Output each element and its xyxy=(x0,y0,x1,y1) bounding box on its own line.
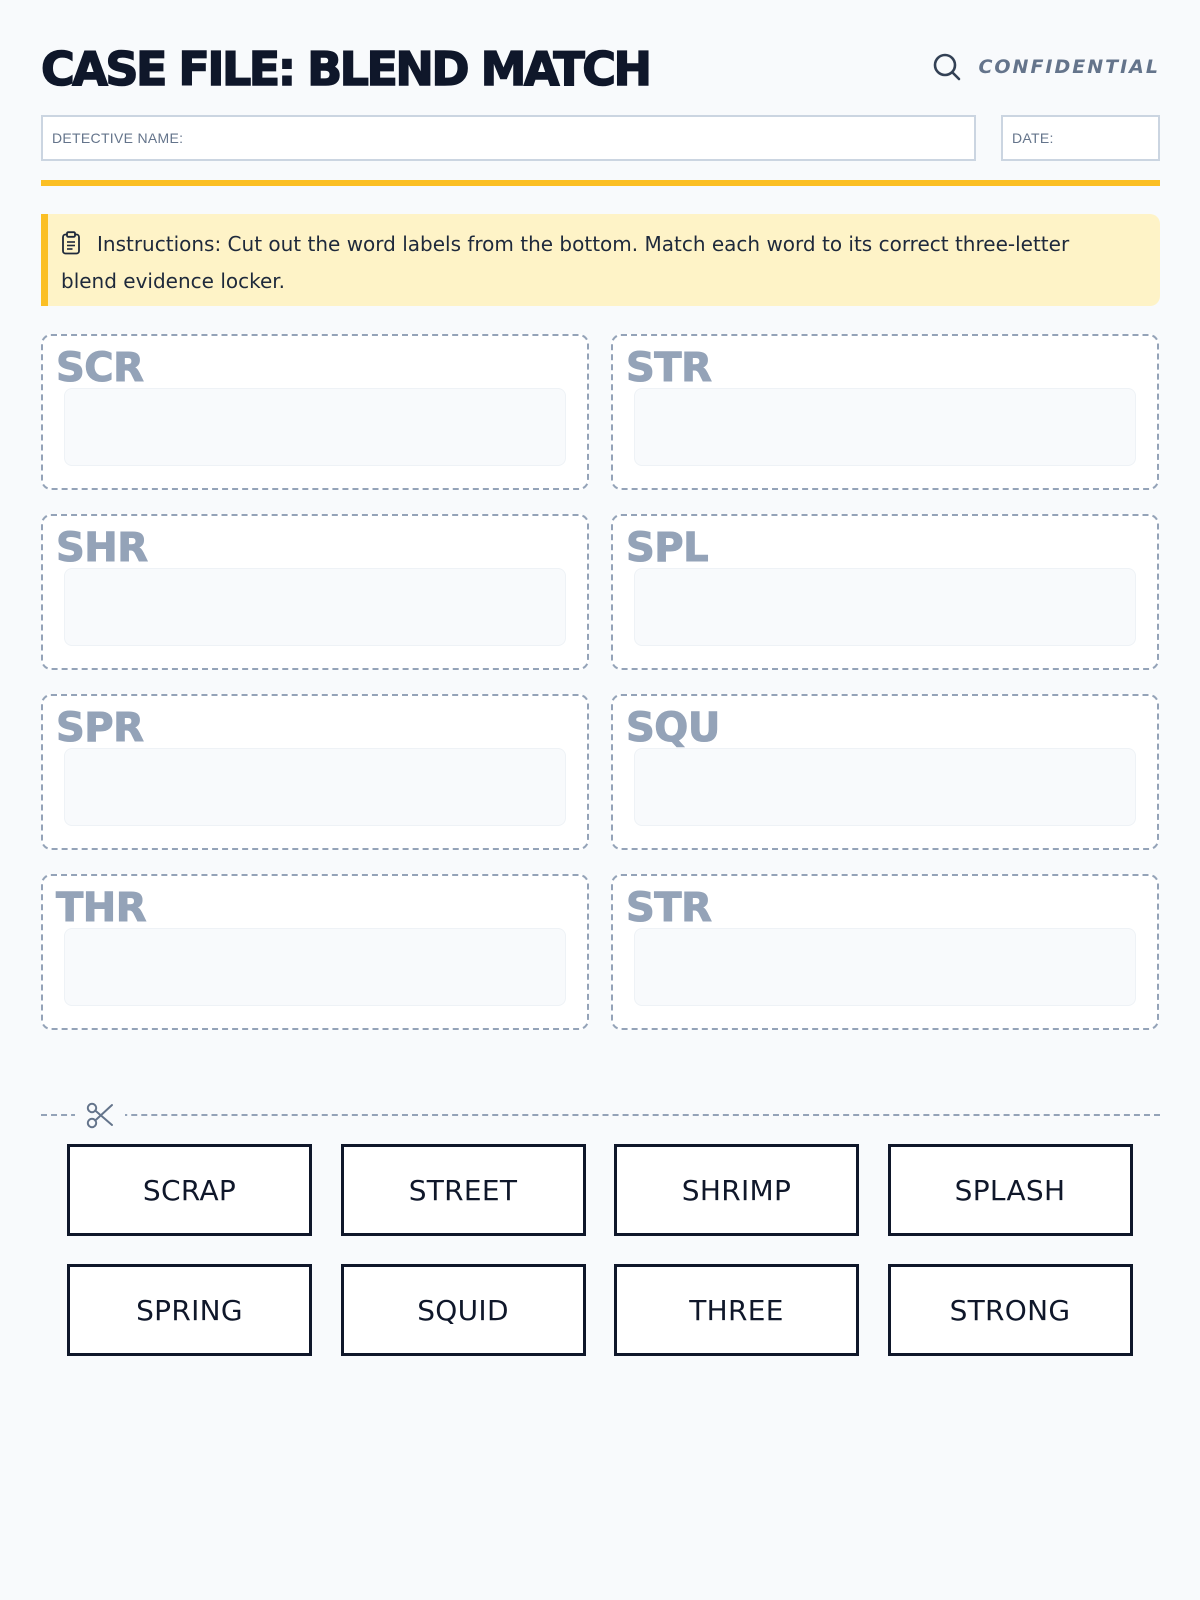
word-label-card[interactable]: SCRAP xyxy=(67,1144,312,1236)
evidence-locker xyxy=(611,514,1159,670)
locker-blend-label: SPL xyxy=(626,525,709,571)
locker-drop-slot[interactable] xyxy=(64,928,566,1006)
locker-blend-label: SCR xyxy=(56,345,144,391)
word-label-card[interactable]: SPRING xyxy=(67,1264,312,1356)
cut-line-row xyxy=(41,1098,1160,1134)
evidence-locker xyxy=(41,334,589,490)
locker-drop-slot[interactable] xyxy=(64,748,566,826)
detective-name-label: DETECTIVE NAME: xyxy=(52,130,184,146)
clipboard-icon xyxy=(61,231,81,265)
evidence-locker xyxy=(611,874,1159,1030)
word-label-card[interactable]: STREET xyxy=(341,1144,586,1236)
evidence-locker xyxy=(41,694,589,850)
search-icon xyxy=(932,52,962,82)
header xyxy=(41,40,1160,102)
locker-drop-slot[interactable] xyxy=(64,568,566,646)
scissors-icon xyxy=(75,1098,125,1132)
word-label-card[interactable]: SHRIMP xyxy=(614,1144,859,1236)
header-divider xyxy=(41,180,1160,186)
locker-drop-slot[interactable] xyxy=(634,748,1136,826)
detective-name-field[interactable] xyxy=(41,115,976,161)
locker-blend-label: SPR xyxy=(56,705,144,751)
cut-line xyxy=(41,1114,1160,1116)
page-title: CASE FILE: BLEND MATCH xyxy=(41,42,650,96)
locker-blend-label: STR xyxy=(626,345,712,391)
date-label: DATE: xyxy=(1012,130,1054,146)
locker-blend-label: SHR xyxy=(56,525,148,571)
word-label-card[interactable]: THREE xyxy=(614,1264,859,1356)
locker-blend-label: STR xyxy=(626,885,712,931)
instructions-box xyxy=(41,214,1160,306)
evidence-locker xyxy=(611,334,1159,490)
student-info-fields xyxy=(41,115,1160,161)
word-label-card[interactable]: SQUID xyxy=(341,1264,586,1356)
locker-drop-slot[interactable] xyxy=(64,388,566,466)
instructions-text: Instructions: Cut out the word labels from the bottom. Match each word to its correct three-letter blend evidence locker. xyxy=(61,232,1070,293)
locker-blend-label: THR xyxy=(56,885,147,931)
locker-blend-label: SQU xyxy=(626,705,720,751)
confidential-label: CONFIDENTIAL xyxy=(978,56,1160,78)
word-label-card[interactable]: SPLASH xyxy=(888,1144,1133,1236)
evidence-locker xyxy=(41,874,589,1030)
date-field[interactable] xyxy=(1001,115,1160,161)
evidence-locker xyxy=(41,514,589,670)
evidence-locker xyxy=(611,694,1159,850)
locker-drop-slot[interactable] xyxy=(634,928,1136,1006)
locker-drop-slot[interactable] xyxy=(634,568,1136,646)
confidential-stamp xyxy=(932,52,1160,82)
word-label-card[interactable]: STRONG xyxy=(888,1264,1133,1356)
locker-drop-slot[interactable] xyxy=(634,388,1136,466)
